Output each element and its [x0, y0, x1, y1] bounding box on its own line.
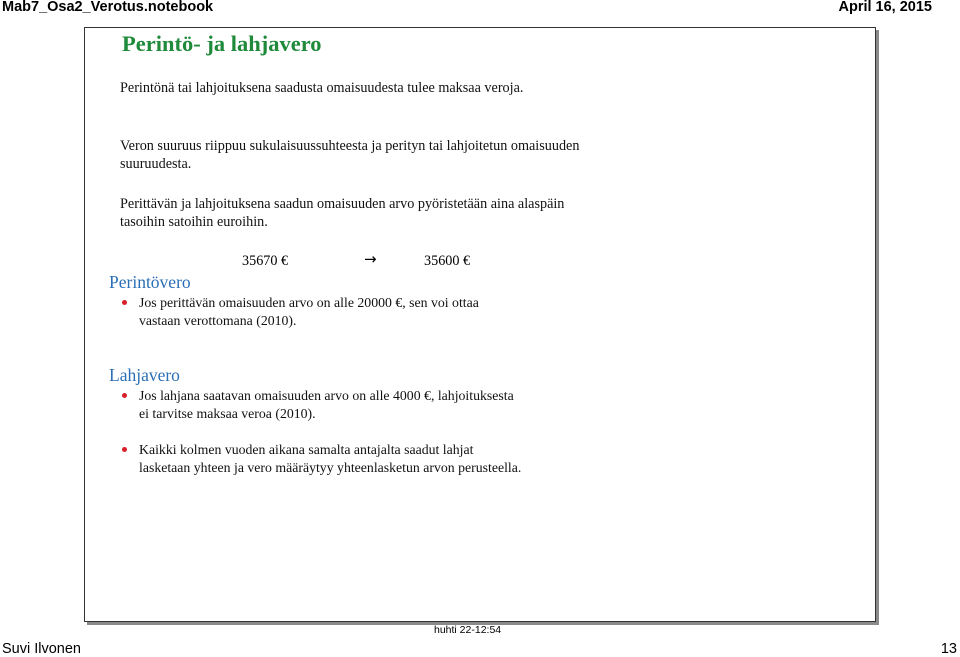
example-rounded-value: 35600 €: [424, 253, 471, 269]
list-item: [122, 441, 522, 476]
author-name: Suvi Ilvonen: [2, 641, 81, 657]
right-arrow-icon: →: [364, 250, 377, 268]
list-item-text: Jos perittävän omaisuuden arvo on alle 20000 €, sen voi ottaa vastaan verottomana (2010).: [139, 295, 479, 328]
list-item: [122, 294, 522, 329]
bullet-dot-icon: [122, 300, 127, 305]
list-item-text: Jos lahjana saatavan omaisuuden arvo on alle 4000 €, lahjoituksesta ei tarvitse maksaa veroa (2010).: [139, 388, 514, 421]
paragraph-rounding: Perittävän ja lahjoituksena saadun omaisuuden arvo pyöristetään aina alaspäin tasoihin satoihin euroihin.: [120, 196, 565, 230]
example-original-value: 35670 €: [242, 253, 289, 269]
heading-perintovero: Perintövero: [109, 272, 191, 292]
page-number: 13: [940, 641, 957, 657]
bullet-dot-icon: [122, 447, 127, 452]
notebook-filename: Mab7_Osa2_Verotus.notebook: [2, 0, 214, 15]
paragraph-tax-amount: Veron suuruus riippuu sukulaisuussuhteesta ja perityn tai lahjoitetun omaisuuden suuruudesta.: [120, 138, 580, 172]
list-item: [122, 387, 522, 422]
bullet-dot-icon: [122, 393, 127, 398]
slide-page: [84, 27, 876, 622]
heading-lahjavero: Lahjavero: [109, 365, 180, 385]
list-item-text: Kaikki kolmen vuoden aikana samalta antajalta saadut lahjat lasketaan yhteen ja vero määräytyy yhteenlasketun arvon perusteella.: [139, 442, 522, 475]
paragraph-inheritance-taxes: Perintönä tai lahjoituksena saadusta omaisuudesta tulee maksaa veroja.: [120, 80, 524, 96]
notebook-date: April 16, 2015: [838, 0, 932, 15]
slide-title: Perintö- ja lahjavero: [122, 31, 322, 56]
page-timestamp: huhti 22-12:54: [434, 624, 502, 636]
